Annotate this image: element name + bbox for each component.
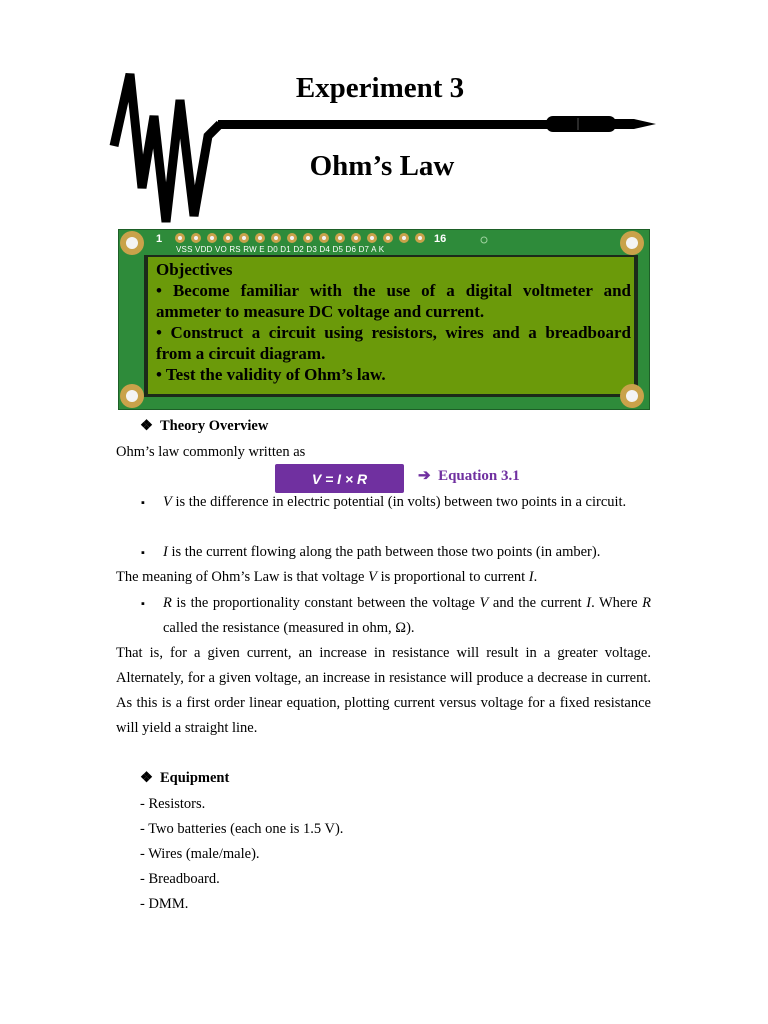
equation-box: V = I × R — [275, 464, 404, 493]
bullet-resistance-text: . Where — [591, 595, 643, 611]
objectives-block — [156, 259, 631, 391]
equipment-list — [140, 792, 343, 917]
page-title: Experiment 3 — [295, 72, 465, 104]
symbol-i: I — [528, 569, 534, 585]
pin-label-first: 1 — [156, 233, 163, 245]
meaning-text: . — [533, 569, 538, 585]
theory-heading-text: Theory Overview — [160, 418, 269, 434]
square-bullet-icon: ▪ — [141, 497, 145, 509]
symbol-i: I — [586, 595, 592, 611]
equipment-item: - DMM. — [140, 896, 189, 912]
objective-item: • Construct a circuit using resistors, wires and a breadboard from a circuit diagram. — [156, 323, 631, 363]
theory-intro: Ohm’s law commonly written as — [116, 444, 306, 460]
objective-item: • Test the validity of Ohm’s law. — [156, 365, 386, 384]
bullet-voltage-text: is the difference in electric potential (in volts) between two points in a circuit. — [171, 494, 627, 510]
symbol-v: V — [163, 494, 172, 510]
equation-label: Equation 3.1 — [438, 468, 520, 484]
bullet-voltage — [163, 490, 651, 515]
square-bullet-icon: ▪ — [141, 547, 145, 559]
page-subtitle: Ohm’s Law — [309, 150, 455, 182]
symbol-r: R — [642, 595, 651, 611]
meaning-text: is proportional to current — [376, 569, 529, 585]
objective-item: • Become familiar with the use of a digital voltmeter and ammeter to measure DC voltage and current. — [156, 281, 631, 321]
symbol-r: R — [163, 595, 172, 611]
diamond-four-icon: ❖ — [140, 418, 153, 434]
equipment-heading-text: Equipment — [160, 770, 230, 786]
bullet-resistance — [163, 591, 651, 641]
equipment-item: - Resistors. — [140, 796, 206, 812]
bullet-current — [163, 540, 651, 565]
square-bullet-icon: ▪ — [141, 598, 145, 610]
equation-reference — [418, 466, 520, 485]
right-arrow-icon: ➔ — [418, 468, 431, 484]
diamond-four-icon: ❖ — [140, 770, 153, 786]
meaning-text: The meaning of Ohm’s Law is that voltage — [116, 569, 369, 585]
symbol-v: V — [479, 595, 489, 611]
theory-heading — [140, 418, 268, 435]
objectives-title: Objectives — [156, 260, 233, 279]
bullet-resistance-text: is the proportionality constant between the voltage — [171, 595, 480, 611]
ohms-law-meaning — [116, 565, 537, 590]
theory-paragraph: That is, for a given current, an increase in resistance will result in a greater voltage. Alternately, for a given voltage, an increase in resistance will produce a decrease in current. As this is a first order linear equation, plotting current versus voltage for a fixed resistance will yield a straight line. — [116, 645, 651, 736]
bullet-resistance-text: and the current — [488, 595, 587, 611]
symbol-v: V — [368, 569, 377, 585]
equipment-item: - Wires (male/male). — [140, 846, 260, 862]
equipment-item: - Breadboard. — [140, 871, 220, 887]
pin-labels: VSS VDD VO RS RW E D0 D1 D2 D3 D4 D5 D6 D7 A K — [176, 245, 385, 254]
symbol-i: I — [163, 544, 168, 560]
lcd-objectives-panel — [118, 229, 650, 410]
bullet-current-text: is the current flowing along the path between those two points (in amber). — [167, 544, 601, 560]
bullet-resistance-text: called the resistance (measured in ohm, Ω). — [163, 620, 415, 636]
equipment-heading — [140, 770, 229, 787]
equipment-item: - Two batteries (each one is 1.5 V). — [140, 821, 344, 837]
pin-label-last: 16 — [434, 233, 447, 245]
